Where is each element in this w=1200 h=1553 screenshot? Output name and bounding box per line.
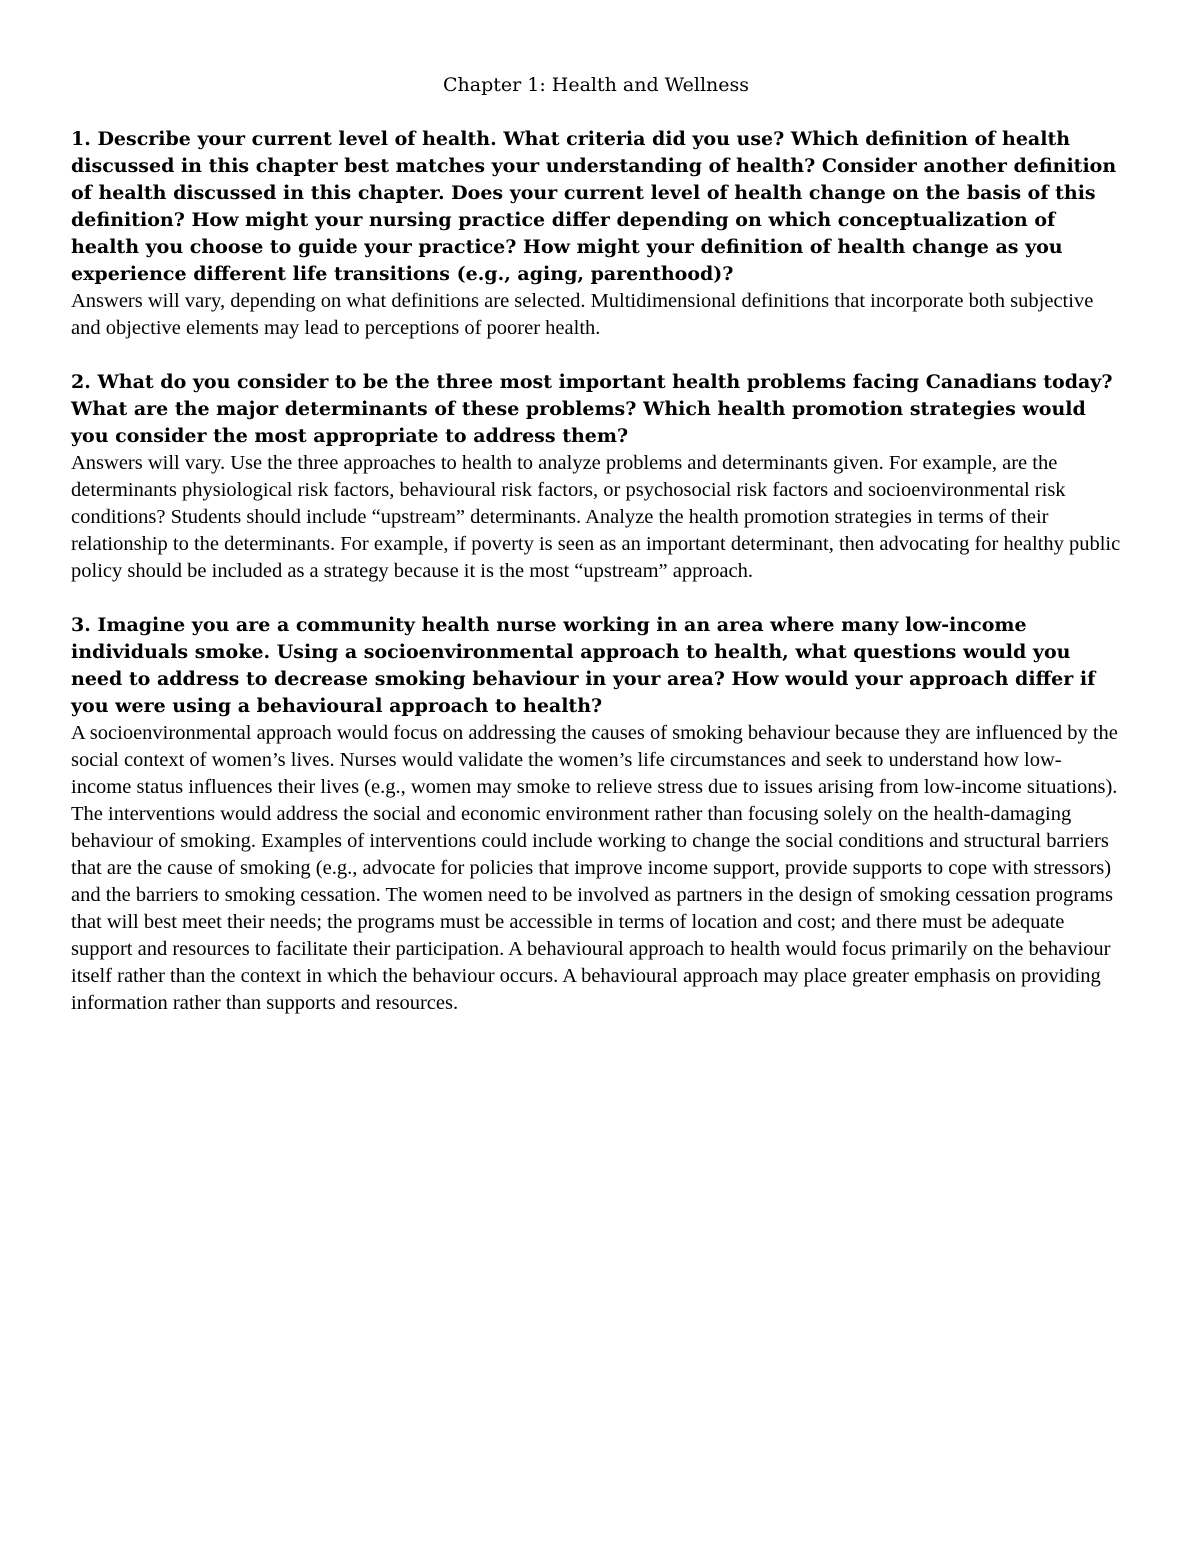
question-block-2 xyxy=(71,369,1121,585)
answer-1-text: Answers will vary, depending on what definitions are selected. Multidimensional definitions that incorporate both subjective and objective elements may lead to perceptions of poorer health. xyxy=(71,290,1094,339)
document-content xyxy=(71,72,1121,1044)
chapter-title: Chapter 1: Health and Wellness xyxy=(442,74,750,96)
answer-2-text: Answers will vary. Use the three approaches to health to analyze problems and determinants given. For example, are the determinants physiological risk factors, behavioural risk factors, or psychosocial risk factors and socioenvironmental risk conditions? Students should include “upstream” determinants. Analyze the health promotion strategies in terms of their relationship to the determinants. For example, if poverty is seen as an important determinant, then advocating for healthy public policy should be included as a strategy because it is the most “upstream” approach. xyxy=(71,452,1121,582)
answer-3-text: A socioenvironmental approach would focus on addressing the causes of smoking behaviour because they are influenced by the social context of women’s lives. Nurses would validate the women’s life circumstances and seek to understand how low-income status influences their lives (e.g., women may smoke to relieve stress due to issues arising from low-income situations). The interventions would address the social and economic environment rather than focusing solely on the health-damaging behaviour of smoking. Examples of interventions could include working to change the social conditions and structural barriers that are the cause of smoking (e.g., advocate for policies that improve income support, provide supports to cope with stressors) and the barriers to smoking cessation. The women need to be involved as partners in the design of smoking cessation programs that will best meet their needs; the programs must be accessible in terms of location and cost; and there must be adequate support and resources to facilitate their participation. A behavioural approach to health would focus primarily on the behaviour itself rather than the context in which the behaviour occurs. A behavioural approach may place greater emphasis on providing information rather than supports and resources. xyxy=(71,722,1118,1014)
question-3-text: 3. Imagine you are a community health nurse working in an area where many low-income individuals smoke. Using a socioenvironmental approach to health, what questions would you need to address to decrease smoking behaviour in your area? How would your approach differ if you were using a behavioural approach to health? xyxy=(71,614,1096,717)
question-2-text: 2. What do you consider to be the three most important health problems facing Canadians today? What are the major determinants of these problems? Which health promotion strategies would you consider the most appropriate to address them? xyxy=(71,371,1113,447)
question-1-text: 1. Describe your current level of health. What criteria did you use? Which definition of health discussed in this chapter best matches your understanding of health? Consider another definition of health discussed in this chapter. Does your current level of health change on the basis of this definition? How might your nursing practice differ depending on which conceptualization of health you choose to guide your practice? How might your definition of health change as you experience different life transitions (e.g., aging, parenthood)? xyxy=(71,128,1117,285)
question-block-3 xyxy=(71,612,1121,1017)
question-block-1 xyxy=(71,126,1121,342)
